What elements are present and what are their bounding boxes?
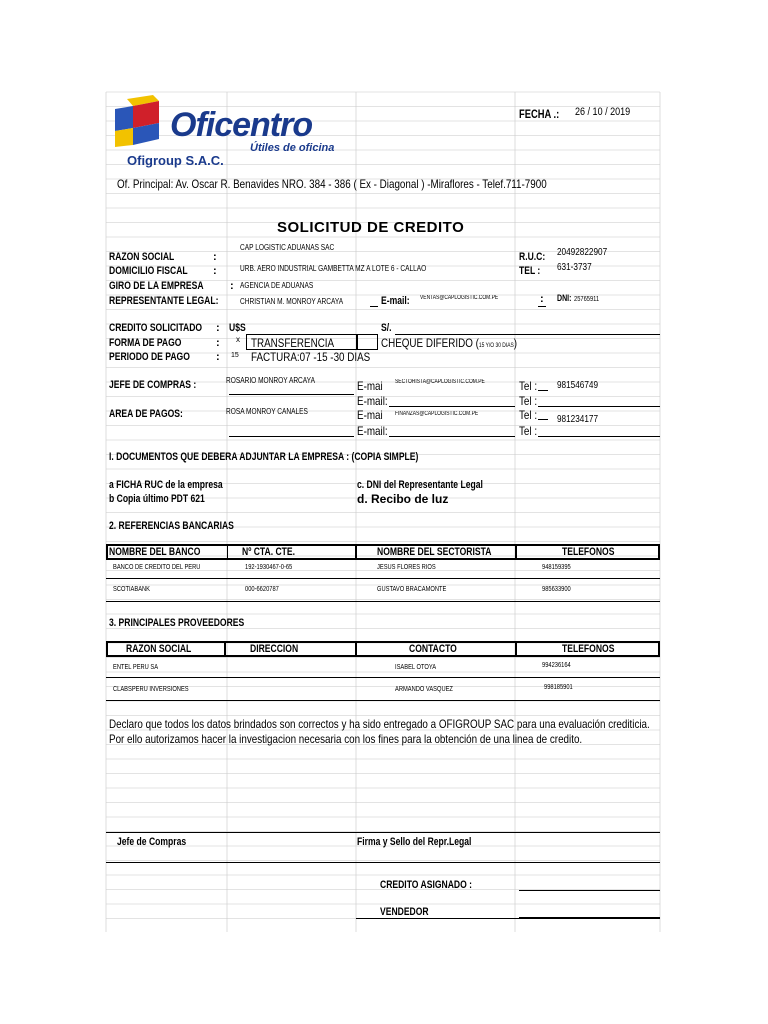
divider [355,544,357,560]
currency-usd: U$S [229,322,246,334]
divider [515,641,517,657]
bank-row-2-telefono: 985633900 [542,586,571,593]
periodo-pago-label: PERIODO DE PAGO [109,351,190,363]
table-line [106,601,660,602]
giro-value: AGENCIA DE ADUANAS [240,281,314,290]
supplier-row-1-razon: ENTEL PERU SA [113,664,159,671]
oficentro-logo-icon [113,95,173,147]
banks-col-banco: NOMBRE DEL BANCO [109,546,201,558]
divider [224,641,226,657]
domicilio-value: URB. AERO INDUSTRIAL GAMBETTA MZ A LOTE 6 - CALLAO [240,264,427,273]
credito-asignado-line[interactable] [519,890,660,891]
pagos-tel2-label: Tel : [519,424,538,438]
divider [355,641,357,657]
jefe-email2-line[interactable] [389,406,515,407]
forma-mark: x [236,335,240,344]
cheque-checkbox[interactable] [356,334,378,350]
pagos-tel2-line[interactable] [538,436,660,437]
ruc-label: R.U.C: [519,251,546,263]
area-pagos-label: AREA DE PAGOS: [109,408,183,420]
suppliers-col-telefonos: TELEFONOS [562,643,615,655]
divider [227,544,228,560]
table-line [106,578,660,579]
transferencia-label: TRANSFERENCIA [251,336,335,350]
jefe-email2-label: E-mail: [357,394,388,408]
table-line [106,677,660,678]
brand-name: Oficentro [170,106,313,144]
factura-terms: FACTURA:07 -15 -30 DIAS [251,350,371,364]
pagos-tel-label: Tel : [519,408,538,422]
doc-item-c: c. DNI del Representante Legal [357,479,483,491]
area-pagos-name: ROSA MONROY CANALES [226,407,308,416]
repr-legal-signature-label: Firma y Sello del Repr.Legal [357,836,472,848]
jefe-compras-name: ROSARIO MONROY ARCAYA [226,376,315,385]
doc-item-d: d. Recibo de luz [357,492,449,506]
underline [370,306,378,307]
colon-1: : [213,251,217,263]
jefe-tel2-line[interactable] [538,406,660,407]
divider [106,862,660,863]
credito-solicitado-label: CREDITO SOLICITADO [109,322,203,334]
colon-4: : [540,293,544,305]
table-line [106,700,660,701]
underline [538,419,548,420]
supplier-row-2-contacto: ARMANDO VASQUEZ [395,686,453,693]
sol-amount-line[interactable] [395,334,660,335]
bank-row-2-banco: SCOTIABANK [113,586,151,593]
bank-row-1-cuenta: 192-1930467-0-65 [245,564,293,571]
bank-row-2-cuenta: 000-6620787 [245,586,279,593]
signature-line-repr[interactable] [356,832,660,833]
periodo-value: 15 [231,352,239,359]
pagos-email-label: E-mai [357,408,383,422]
dni-label: DNI: [557,293,572,303]
dni-value: 25765911 [574,296,600,303]
supplier-row-1-telefono: 994236164 [542,662,571,669]
divider [515,544,517,560]
bank-row-1-banco: BANCO DE CREDITO DEL PERU [113,564,201,571]
pagos-name-line [229,436,354,437]
colon-3: : [230,280,234,292]
brand-tagline: Útiles de oficina [250,142,335,154]
bank-row-1-sectorista: JESUS FLORES RIOS [377,564,436,571]
email-label: E-mail: [381,295,410,307]
razon-social-value: CAP LOGISTIC ADUANAS SAC [240,243,335,252]
pagos-email-value: FINANZAS@CAPLOGISTIC.COM.PE [395,411,479,417]
supplier-row-2-telefono: 998185901 [544,684,573,691]
jefe-tel2-label: Tel : [519,394,538,408]
doc-item-b: b Copia último PDT 621 [109,493,205,505]
tel-value: 631-3737 [557,262,592,273]
jefe-compras-signature-label: Jefe de Compras [117,836,187,848]
form-title: SOLICITUD DE CREDITO [277,219,465,236]
colon-6: : [216,337,220,349]
documents-heading: I. DOCUMENTOS QUE DEBERA ADJUNTAR LA EMPRESA : (COPIA SIMPLE) [109,451,419,463]
currency-sol: S/. [381,322,392,334]
razon-social-label: RAZON SOCIAL [109,251,175,263]
pagos-tel-value: 981234177 [557,414,599,425]
forma-pago-label: FORMA DE PAGO [109,337,182,349]
group-name: Ofigroup S.A.C. [127,153,224,168]
tel-label: TEL : [519,265,541,277]
cheque-label: CHEQUE DIFERIDO (15 Y/O 30 DIAS) [381,336,518,350]
doc-item-a: a FICHA RUC de la empresa [109,479,223,491]
banks-col-telefonos: TELEFONOS [562,546,615,558]
email-value: VENTAS@CAPLOGISTIC.COM.PE [420,295,499,301]
banks-heading: 2. REFERENCIAS BANCARIAS [109,520,234,532]
suppliers-heading: 3. PRINCIPALES PROVEEDORES [109,617,245,629]
jefe-compras-label: JEFE DE COMPRAS : [109,379,197,391]
supplier-row-2-razon: CLABSPERU INVERSIONES [113,686,189,693]
banks-col-sectorista: NOMBRE DEL SECTORISTA [377,546,492,558]
bank-row-2-sectorista: GUSTAVO BRACAMONTE [377,586,447,593]
divider [356,918,660,919]
suppliers-col-razon: RAZON SOCIAL [126,643,192,655]
underline [538,390,548,391]
signature-line-jefe[interactable] [106,832,356,833]
fecha-value: 26 / 10 / 2019 [575,106,631,118]
credito-asignado-label: CREDITO ASIGNADO : [380,879,473,891]
vendedor-label: VENDEDOR [380,906,429,918]
representante-value: CHRISTIAN M. MONROY ARCAYA [240,297,344,306]
representante-label: REPRESENTANTE LEGAL: [109,295,219,307]
giro-label: GIRO DE LA EMPRESA [109,280,204,292]
colon-7: : [216,351,220,363]
suppliers-col-contacto: CONTACTO [409,643,457,655]
jefe-email-value: SECTORISTA@CAPLOGISTIC.COM.PE [395,379,485,385]
jefe-tel-label: Tel : [519,379,538,393]
pagos-email2-line[interactable] [389,436,515,437]
domicilio-label: DOMICILIO FISCAL [109,265,188,277]
jefe-name-line [229,394,354,395]
suppliers-col-direccion: DIRECCION [250,643,299,655]
declaration-line-2: Por ello autorizamos hacer la investigacion necesaria con los fines para la obtención de una linea de credito. [109,732,583,746]
jefe-email-label: E-mai [357,379,383,393]
supplier-row-1-contacto: ISABEL OTOYA [395,664,437,671]
ruc-value: 20492822907 [557,247,608,258]
banks-col-cuenta: Nº CTA. CTE. [242,546,296,558]
underline [538,306,546,307]
colon-2: : [213,265,217,277]
jefe-tel-value: 981546749 [557,380,599,391]
declaration-line-1: Declaro que todos los datos brindados son correctos y ha sido entregado a OFIGROUP SAC para una evaluación crediticia. [109,717,650,731]
office-address: Of. Principal: Av. Oscar R. Benavides NRO. 384 - 386 ( Ex - Diagonal ) -Miraflores - Telef.711-7900 [117,177,547,191]
bank-row-1-telefono: 948159395 [542,564,571,571]
fecha-label: FECHA .: [519,107,560,121]
colon-5: : [216,322,220,334]
pagos-email2-label: E-mail: [357,424,388,438]
